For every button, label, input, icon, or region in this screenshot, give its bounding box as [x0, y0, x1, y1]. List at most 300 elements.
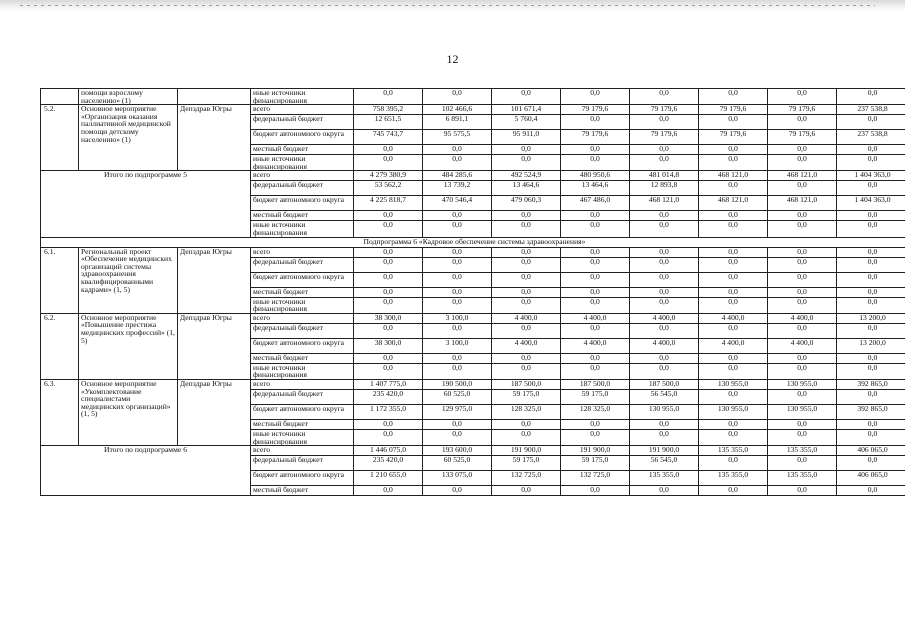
amount-cell: 4 400,0: [561, 338, 630, 353]
amount-cell: 1 446 075,0: [354, 446, 423, 456]
funding-source: федеральный бюджет: [251, 389, 354, 404]
amount-cell: 0,0: [423, 247, 492, 257]
funding-source: всего: [251, 105, 354, 115]
amount-cell: 0,0: [699, 353, 768, 363]
funding-source: всего: [251, 446, 354, 456]
amount-cell: 0,0: [492, 89, 561, 105]
responsible-executor: Депздрав Югры: [178, 313, 251, 379]
amount-cell: 128 325,0: [492, 404, 561, 419]
amount-cell: 79 179,6: [699, 130, 768, 145]
amount-cell: 0,0: [630, 247, 699, 257]
amount-cell: 0,0: [768, 287, 837, 297]
amount-cell: 0,0: [492, 145, 561, 155]
amount-cell: 0,0: [354, 211, 423, 221]
amount-cell: 0,0: [699, 389, 768, 404]
amount-cell: 0,0: [837, 389, 905, 404]
amount-cell: 13 739,2: [423, 181, 492, 196]
amount-cell: 0,0: [699, 272, 768, 287]
amount-cell: 12 651,5: [354, 115, 423, 130]
amount-cell: 0,0: [837, 211, 905, 221]
table-row: [41, 89, 905, 105]
measure-name: Основное мероприятие «Укомплектование специалистами медицинских организаций» (1, 5): [79, 379, 178, 445]
amount-cell: 0,0: [561, 419, 630, 429]
amount-cell: 0,0: [699, 323, 768, 338]
amount-cell: 0,0: [354, 221, 423, 237]
section-header-row: [41, 237, 905, 247]
amount-cell: 484 285,6: [423, 171, 492, 181]
funding-source: бюджет автономного округа: [251, 130, 354, 145]
budget-table-body: [41, 89, 905, 496]
amount-cell: 745 743,7: [354, 130, 423, 145]
scan-edge-artifact: [0, 0, 905, 12]
amount-cell: 0,0: [768, 272, 837, 287]
amount-cell: 235 420,0: [354, 456, 423, 471]
amount-cell: 0,0: [837, 429, 905, 445]
amount-cell: 132 725,0: [561, 471, 630, 486]
funding-source: федеральный бюджет: [251, 456, 354, 471]
amount-cell: 0,0: [768, 363, 837, 379]
subtotal-label: Итого по подпрограмме 5: [41, 171, 251, 237]
amount-cell: 0,0: [630, 363, 699, 379]
amount-cell: 0,0: [768, 456, 837, 471]
amount-cell: 0,0: [561, 221, 630, 237]
amount-cell: 0,0: [354, 155, 423, 171]
amount-cell: 0,0: [561, 247, 630, 257]
amount-cell: 135 355,0: [699, 471, 768, 486]
amount-cell: 4 400,0: [492, 338, 561, 353]
amount-cell: 0,0: [423, 297, 492, 313]
funding-source: федеральный бюджет: [251, 257, 354, 272]
amount-cell: 79 179,6: [561, 130, 630, 145]
amount-cell: 0,0: [354, 429, 423, 445]
amount-cell: 130 955,0: [768, 404, 837, 419]
amount-cell: 0,0: [630, 429, 699, 445]
amount-cell: 0,0: [561, 155, 630, 171]
funding-source: местный бюджет: [251, 486, 354, 496]
responsible-executor: Депздрав Югры: [178, 247, 251, 313]
amount-cell: 59 175,0: [561, 456, 630, 471]
funding-source: местный бюджет: [251, 211, 354, 221]
amount-cell: 3 100,0: [423, 338, 492, 353]
page-number: 12: [446, 52, 459, 66]
amount-cell: 0,0: [630, 257, 699, 272]
amount-cell: 0,0: [423, 257, 492, 272]
amount-cell: 481 014,8: [630, 171, 699, 181]
amount-cell: 56 545,0: [630, 389, 699, 404]
amount-cell: 6 891,1: [423, 115, 492, 130]
amount-cell: 56 545,0: [630, 456, 699, 471]
amount-cell: 406 065,0: [837, 446, 905, 456]
amount-cell: 4 400,0: [630, 313, 699, 323]
amount-cell: 0,0: [561, 89, 630, 105]
table-row: [41, 313, 905, 323]
funding-source: иные источники финансирования: [251, 363, 354, 379]
measure-index: 5.2.: [41, 105, 79, 171]
amount-cell: 79 179,6: [561, 105, 630, 115]
budget-table: [40, 88, 905, 496]
amount-cell: 0,0: [561, 211, 630, 221]
amount-cell: 4 279 380,9: [354, 171, 423, 181]
amount-cell: 132 725,0: [492, 471, 561, 486]
funding-source: всего: [251, 171, 354, 181]
amount-cell: 187 500,0: [561, 379, 630, 389]
amount-cell: 190 500,0: [423, 379, 492, 389]
amount-cell: 102 466,6: [423, 105, 492, 115]
funding-source: местный бюджет: [251, 287, 354, 297]
amount-cell: 0,0: [492, 211, 561, 221]
amount-cell: 0,0: [423, 145, 492, 155]
amount-cell: 0,0: [768, 486, 837, 496]
amount-cell: 79 179,6: [630, 130, 699, 145]
amount-cell: 0,0: [768, 257, 837, 272]
amount-cell: 0,0: [699, 486, 768, 496]
amount-cell: 0,0: [630, 486, 699, 496]
amount-cell: 0,0: [837, 486, 905, 496]
funding-source: федеральный бюджет: [251, 323, 354, 338]
amount-cell: 0,0: [630, 155, 699, 171]
amount-cell: 0,0: [630, 419, 699, 429]
amount-cell: 187 500,0: [492, 379, 561, 389]
amount-cell: 0,0: [837, 181, 905, 196]
amount-cell: 0,0: [699, 211, 768, 221]
amount-cell: 0,0: [699, 287, 768, 297]
amount-cell: 237 538,8: [837, 130, 905, 145]
amount-cell: 0,0: [492, 287, 561, 297]
amount-cell: 0,0: [561, 297, 630, 313]
amount-cell: 191 900,0: [492, 446, 561, 456]
amount-cell: 130 955,0: [699, 404, 768, 419]
amount-cell: 193 600,0: [423, 446, 492, 456]
amount-cell: 0,0: [492, 297, 561, 313]
amount-cell: 191 900,0: [561, 446, 630, 456]
amount-cell: 0,0: [561, 145, 630, 155]
funding-source: местный бюджет: [251, 419, 354, 429]
amount-cell: 0,0: [492, 429, 561, 445]
amount-cell: 0,0: [354, 486, 423, 496]
amount-cell: 0,0: [423, 155, 492, 171]
amount-cell: 0,0: [837, 353, 905, 363]
funding-source: бюджет автономного округа: [251, 338, 354, 353]
table-row: [41, 379, 905, 389]
amount-cell: 0,0: [768, 429, 837, 445]
measure-name: помощи взрослому населению» (1): [79, 89, 178, 105]
amount-cell: 187 500,0: [630, 379, 699, 389]
table-row: [41, 105, 905, 115]
amount-cell: 0,0: [837, 363, 905, 379]
amount-cell: 0,0: [630, 89, 699, 105]
amount-cell: 0,0: [768, 353, 837, 363]
amount-cell: 0,0: [630, 287, 699, 297]
amount-cell: 0,0: [699, 155, 768, 171]
amount-cell: 0,0: [699, 456, 768, 471]
funding-source: бюджет автономного округа: [251, 471, 354, 486]
amount-cell: 0,0: [354, 272, 423, 287]
amount-cell: 0,0: [768, 211, 837, 221]
amount-cell: 0,0: [354, 257, 423, 272]
responsible-executor: [178, 89, 251, 105]
amount-cell: 0,0: [561, 323, 630, 338]
amount-cell: 0,0: [699, 257, 768, 272]
amount-cell: 0,0: [768, 419, 837, 429]
amount-cell: 0,0: [837, 247, 905, 257]
amount-cell: 0,0: [423, 419, 492, 429]
funding-source: всего: [251, 379, 354, 389]
amount-cell: 0,0: [768, 181, 837, 196]
amount-cell: 467 486,0: [561, 196, 630, 211]
amount-cell: 0,0: [699, 145, 768, 155]
funding-source: иные источники финансирования: [251, 221, 354, 237]
amount-cell: 3 100,0: [423, 313, 492, 323]
amount-cell: 4 400,0: [699, 338, 768, 353]
amount-cell: 0,0: [423, 211, 492, 221]
funding-source: иные источники финансирования: [251, 429, 354, 445]
amount-cell: 0,0: [492, 257, 561, 272]
amount-cell: 0,0: [492, 272, 561, 287]
amount-cell: 12 893,8: [630, 181, 699, 196]
amount-cell: 0,0: [423, 363, 492, 379]
amount-cell: 0,0: [561, 353, 630, 363]
amount-cell: 135 355,0: [699, 446, 768, 456]
responsible-executor: Депздрав Югры: [178, 105, 251, 171]
amount-cell: 1 404 363,0: [837, 196, 905, 211]
amount-cell: 95 575,5: [423, 130, 492, 145]
amount-cell: 0,0: [699, 221, 768, 237]
amount-cell: 0,0: [630, 297, 699, 313]
amount-cell: 0,0: [561, 486, 630, 496]
table-row: [41, 247, 905, 257]
amount-cell: 0,0: [561, 429, 630, 445]
amount-cell: 468 121,0: [768, 196, 837, 211]
amount-cell: 0,0: [768, 89, 837, 105]
amount-cell: 480 950,6: [561, 171, 630, 181]
amount-cell: 129 975,0: [423, 404, 492, 419]
section-header: Подпрограмма 6 «Кадровое обеспечение системы здравоохранения»: [41, 237, 905, 247]
amount-cell: 0,0: [492, 363, 561, 379]
amount-cell: 0,0: [768, 221, 837, 237]
amount-cell: 0,0: [354, 297, 423, 313]
amount-cell: 0,0: [837, 456, 905, 471]
amount-cell: 0,0: [699, 247, 768, 257]
amount-cell: 0,0: [837, 257, 905, 272]
amount-cell: 0,0: [837, 115, 905, 130]
amount-cell: 468 121,0: [699, 196, 768, 211]
amount-cell: 4 400,0: [492, 313, 561, 323]
table-row: [41, 171, 905, 181]
amount-cell: 479 060,3: [492, 196, 561, 211]
amount-cell: 0,0: [561, 115, 630, 130]
amount-cell: 59 175,0: [492, 456, 561, 471]
amount-cell: 128 325,0: [561, 404, 630, 419]
amount-cell: 4 225 818,7: [354, 196, 423, 211]
amount-cell: 0,0: [837, 221, 905, 237]
amount-cell: 0,0: [630, 115, 699, 130]
amount-cell: 0,0: [492, 155, 561, 171]
amount-cell: 0,0: [423, 429, 492, 445]
amount-cell: 4 400,0: [561, 313, 630, 323]
measure-name: Основное мероприятие «Организация оказания паллиативной медицинской помощи детскому населению» (1): [79, 105, 178, 171]
funding-source: местный бюджет: [251, 145, 354, 155]
amount-cell: 4 400,0: [768, 338, 837, 353]
amount-cell: 60 525,0: [423, 389, 492, 404]
amount-cell: 0,0: [699, 297, 768, 313]
amount-cell: 0,0: [837, 323, 905, 338]
amount-cell: 79 179,6: [768, 130, 837, 145]
amount-cell: 0,0: [423, 287, 492, 297]
amount-cell: 0,0: [492, 419, 561, 429]
amount-cell: 0,0: [768, 115, 837, 130]
amount-cell: 0,0: [492, 323, 561, 338]
amount-cell: 0,0: [354, 145, 423, 155]
amount-cell: 468 121,0: [630, 196, 699, 211]
amount-cell: 1 407 775,0: [354, 379, 423, 389]
amount-cell: 0,0: [768, 389, 837, 404]
amount-cell: 0,0: [768, 145, 837, 155]
amount-cell: 470 546,4: [423, 196, 492, 211]
amount-cell: 0,0: [768, 247, 837, 257]
amount-cell: 59 175,0: [492, 389, 561, 404]
amount-cell: 0,0: [354, 247, 423, 257]
amount-cell: 392 865,0: [837, 379, 905, 389]
amount-cell: 13 464,6: [561, 181, 630, 196]
funding-source: иные источники финансирования: [251, 155, 354, 171]
amount-cell: 4 400,0: [699, 313, 768, 323]
amount-cell: 59 175,0: [561, 389, 630, 404]
amount-cell: 0,0: [837, 272, 905, 287]
amount-cell: 1 210 655,0: [354, 471, 423, 486]
amount-cell: 38 300,0: [354, 338, 423, 353]
amount-cell: 135 355,0: [768, 446, 837, 456]
measure-index: 6.3.: [41, 379, 79, 445]
amount-cell: 0,0: [630, 145, 699, 155]
funding-source: бюджет автономного округа: [251, 196, 354, 211]
amount-cell: 4 400,0: [768, 313, 837, 323]
amount-cell: 135 355,0: [768, 471, 837, 486]
amount-cell: 0,0: [630, 272, 699, 287]
amount-cell: 0,0: [768, 323, 837, 338]
amount-cell: 0,0: [492, 486, 561, 496]
amount-cell: 0,0: [630, 323, 699, 338]
amount-cell: 135 355,0: [630, 471, 699, 486]
amount-cell: 0,0: [837, 155, 905, 171]
amount-cell: 0,0: [837, 145, 905, 155]
amount-cell: 0,0: [423, 323, 492, 338]
measure-name: Региональный проект «Обеспечение медицинских организаций системы здравоохранения квалифицированными кадрами» (1, 5): [79, 247, 178, 313]
amount-cell: 79 179,6: [768, 105, 837, 115]
amount-cell: 492 524,9: [492, 171, 561, 181]
subtotal-label: Итого по подпрограмме 6: [41, 446, 251, 496]
amount-cell: 468 121,0: [699, 171, 768, 181]
amount-cell: 468 121,0: [768, 171, 837, 181]
amount-cell: 0,0: [354, 353, 423, 363]
measure-index: 6.1.: [41, 247, 79, 313]
measure-index: 6.2.: [41, 313, 79, 379]
amount-cell: 0,0: [354, 287, 423, 297]
amount-cell: 0,0: [699, 181, 768, 196]
funding-source: всего: [251, 313, 354, 323]
measure-name: Основное мероприятие «Повышение престижа медицинских профессий» (1, 5): [79, 313, 178, 379]
amount-cell: 38 300,0: [354, 313, 423, 323]
amount-cell: 0,0: [561, 257, 630, 272]
amount-cell: 392 865,0: [837, 404, 905, 419]
amount-cell: 758 395,2: [354, 105, 423, 115]
amount-cell: 95 911,0: [492, 130, 561, 145]
amount-cell: 0,0: [423, 353, 492, 363]
amount-cell: 0,0: [699, 429, 768, 445]
table-row: [41, 446, 905, 456]
amount-cell: 0,0: [354, 323, 423, 338]
amount-cell: 1 404 363,0: [837, 171, 905, 181]
amount-cell: 0,0: [492, 247, 561, 257]
amount-cell: 0,0: [630, 221, 699, 237]
amount-cell: 79 179,6: [699, 105, 768, 115]
amount-cell: 0,0: [768, 297, 837, 313]
amount-cell: 13 200,0: [837, 313, 905, 323]
amount-cell: 101 671,4: [492, 105, 561, 115]
amount-cell: 5 760,4: [492, 115, 561, 130]
amount-cell: 406 065,0: [837, 471, 905, 486]
amount-cell: 1 172 355,0: [354, 404, 423, 419]
amount-cell: 0,0: [423, 486, 492, 496]
amount-cell: 13 200,0: [837, 338, 905, 353]
amount-cell: 0,0: [699, 363, 768, 379]
amount-cell: 0,0: [699, 89, 768, 105]
amount-cell: 0,0: [837, 419, 905, 429]
amount-cell: 53 562,2: [354, 181, 423, 196]
amount-cell: 79 179,6: [630, 105, 699, 115]
funding-source: местный бюджет: [251, 353, 354, 363]
amount-cell: 0,0: [699, 419, 768, 429]
amount-cell: 130 955,0: [768, 379, 837, 389]
amount-cell: 130 955,0: [630, 404, 699, 419]
amount-cell: 0,0: [699, 115, 768, 130]
funding-source: федеральный бюджет: [251, 181, 354, 196]
amount-cell: 0,0: [561, 287, 630, 297]
amount-cell: 0,0: [561, 363, 630, 379]
amount-cell: 13 464,6: [492, 181, 561, 196]
amount-cell: 0,0: [837, 297, 905, 313]
amount-cell: 133 075,0: [423, 471, 492, 486]
amount-cell: 235 420,0: [354, 389, 423, 404]
responsible-executor: Депздрав Югры: [178, 379, 251, 445]
funding-source: иные источники финансирования: [251, 89, 354, 105]
amount-cell: 0,0: [492, 353, 561, 363]
funding-source: бюджет автономного округа: [251, 404, 354, 419]
amount-cell: 0,0: [354, 419, 423, 429]
amount-cell: 0,0: [423, 272, 492, 287]
amount-cell: 0,0: [837, 287, 905, 297]
amount-cell: 0,0: [630, 211, 699, 221]
amount-cell: 237 538,8: [837, 105, 905, 115]
funding-source: бюджет автономного округа: [251, 272, 354, 287]
funding-source: иные источники финансирования: [251, 297, 354, 313]
amount-cell: 0,0: [630, 353, 699, 363]
amount-cell: 191 900,0: [630, 446, 699, 456]
amount-cell: 0,0: [423, 221, 492, 237]
amount-cell: 60 525,0: [423, 456, 492, 471]
measure-index: [41, 89, 79, 105]
amount-cell: 0,0: [492, 221, 561, 237]
amount-cell: 0,0: [354, 363, 423, 379]
amount-cell: 0,0: [837, 89, 905, 105]
amount-cell: 0,0: [423, 89, 492, 105]
amount-cell: 0,0: [768, 155, 837, 171]
amount-cell: 0,0: [354, 89, 423, 105]
amount-cell: 0,0: [561, 272, 630, 287]
funding-source: всего: [251, 247, 354, 257]
amount-cell: 4 400,0: [630, 338, 699, 353]
amount-cell: 130 955,0: [699, 379, 768, 389]
funding-source: федеральный бюджет: [251, 115, 354, 130]
